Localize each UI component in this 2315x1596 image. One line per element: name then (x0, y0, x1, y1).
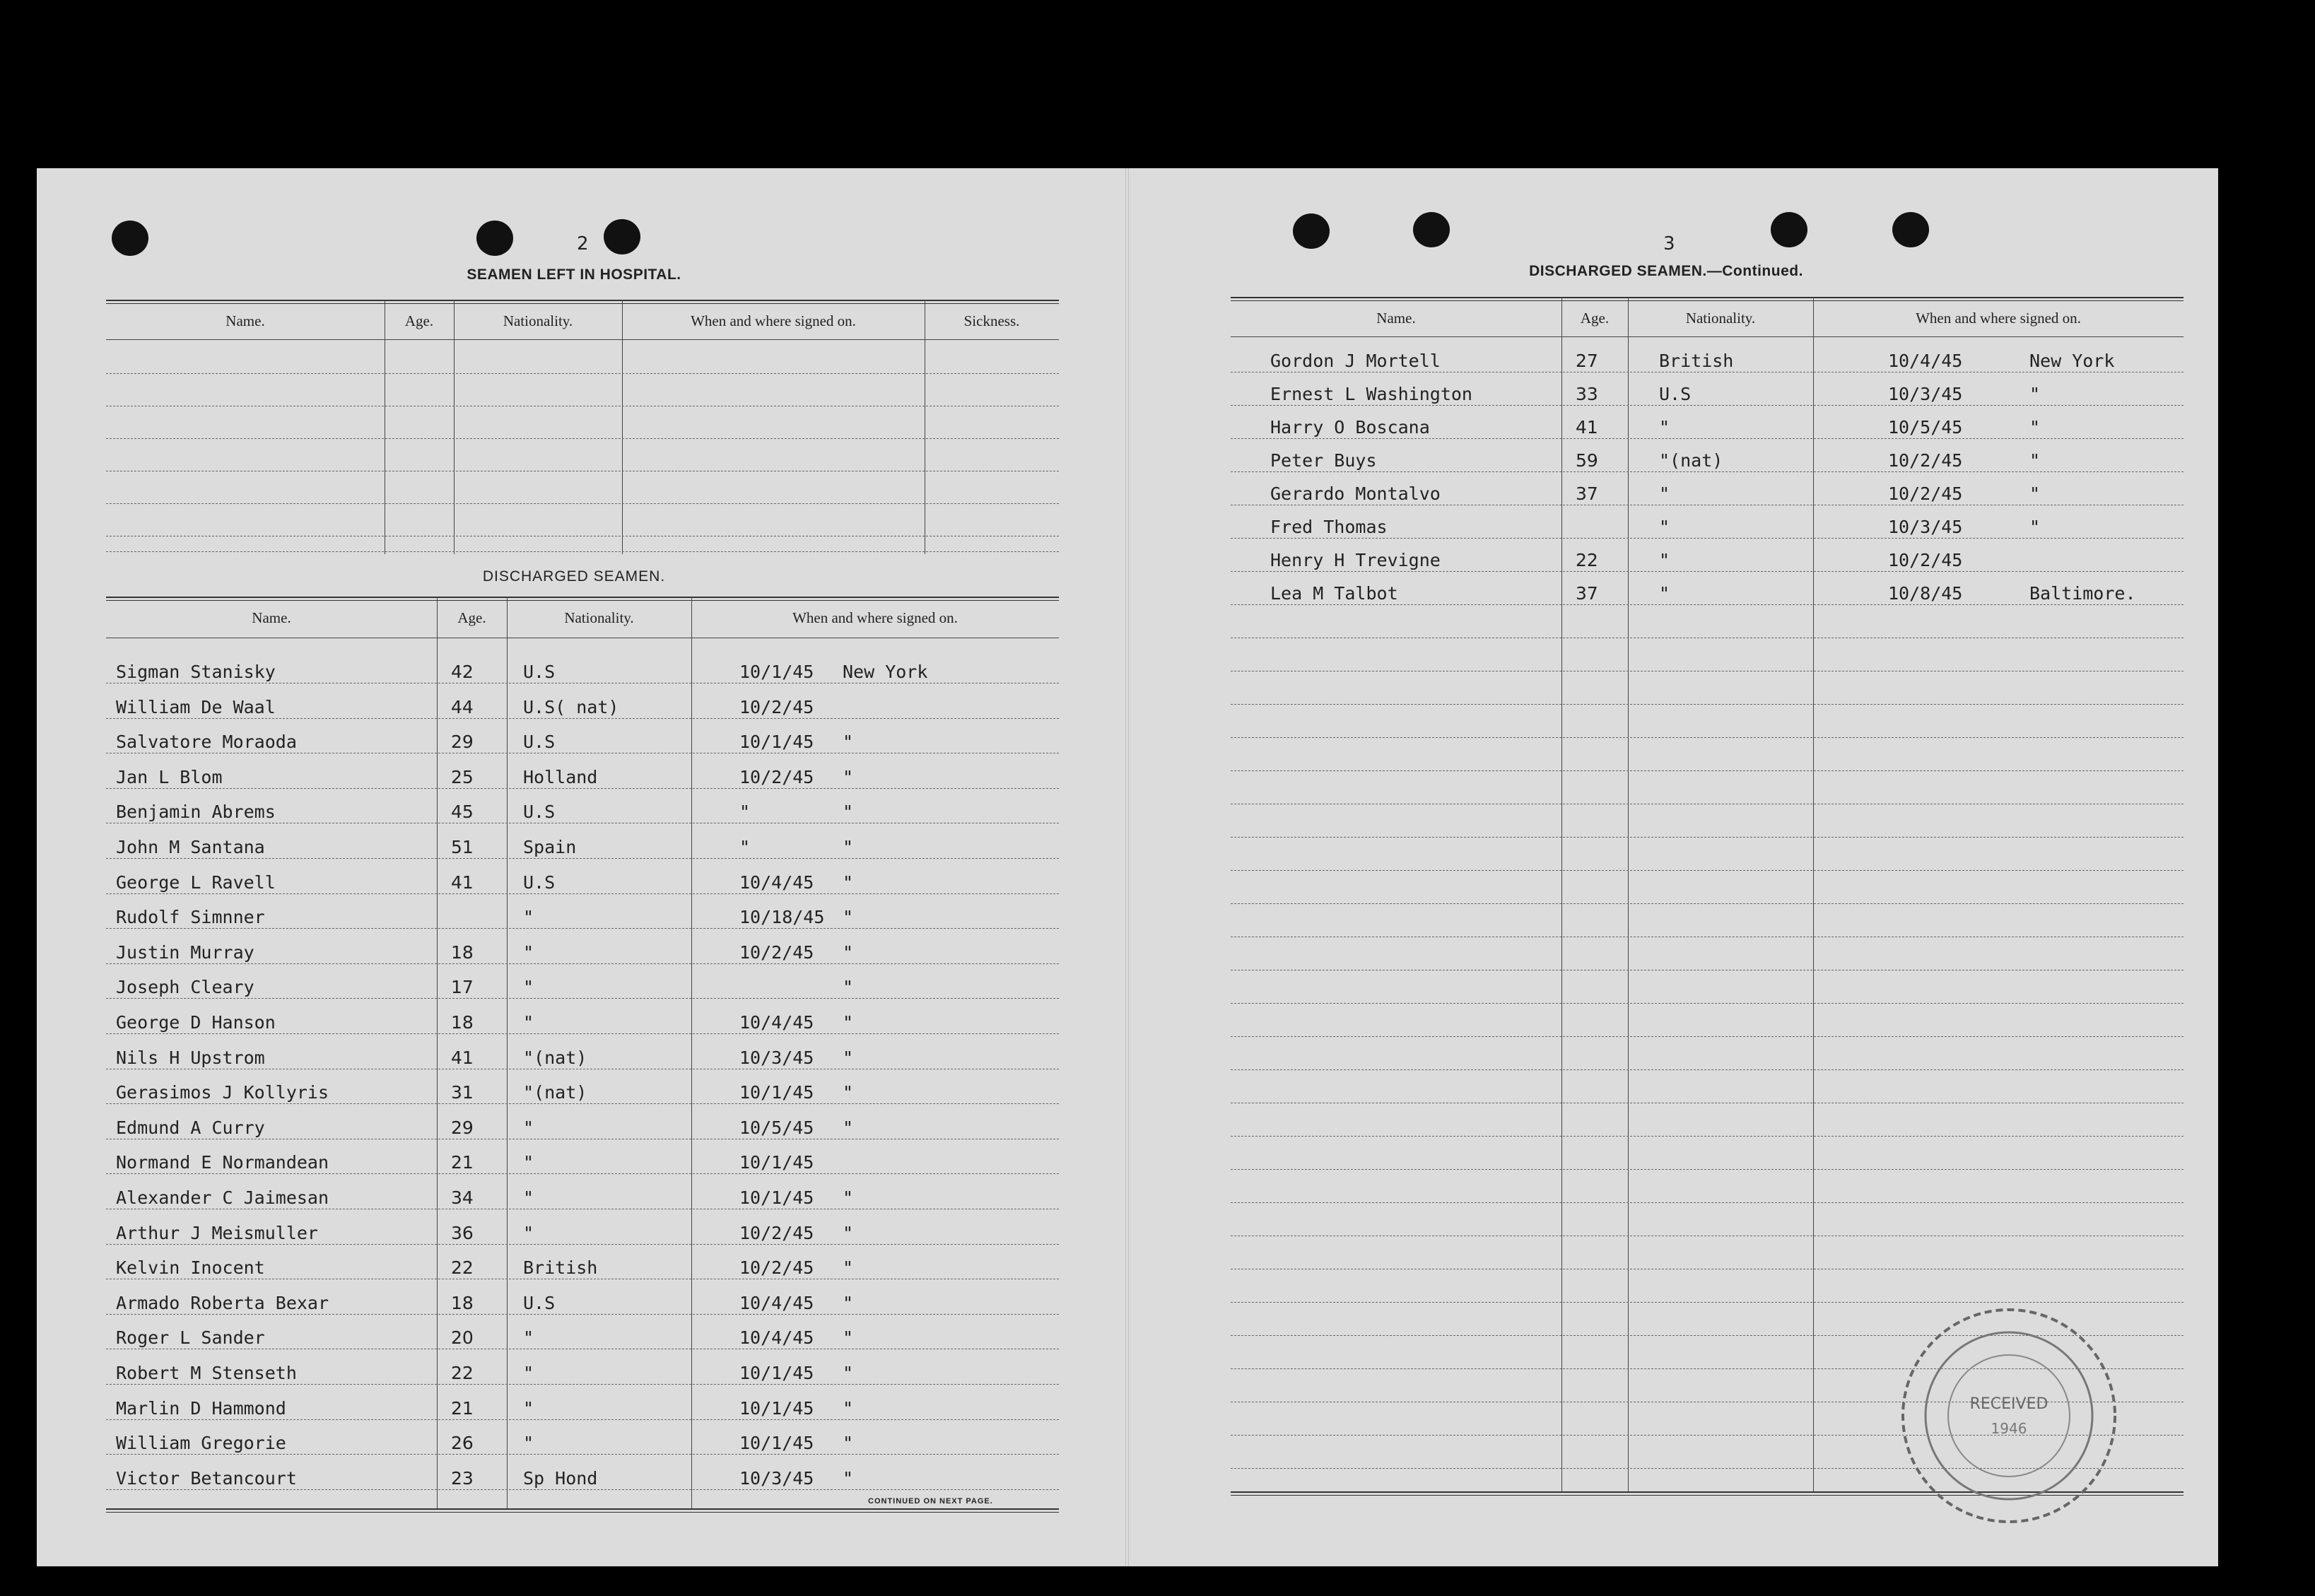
row-name: Alexander C Jaimesan (116, 1187, 329, 1208)
row-place: " (843, 1222, 854, 1243)
col-header-nationality: Nationality. (1685, 310, 1756, 327)
row-place: " (843, 1433, 854, 1454)
row-date: 10/2/45 (739, 1257, 814, 1279)
col-header-name: Name. (252, 609, 291, 626)
binder-hole (1293, 213, 1330, 249)
row-age: 22 (451, 1363, 474, 1383)
binder-hole (604, 219, 640, 254)
row-date: " (739, 802, 751, 823)
row-name: Armado Roberta Bexar (116, 1292, 329, 1313)
page-number: 2 (577, 233, 589, 254)
row-place: " (843, 1117, 854, 1138)
row-date: 10/1/45 (739, 732, 814, 753)
row-date: 10/1/45 (739, 662, 814, 682)
row-place: " (843, 732, 854, 753)
row-date: 10/4/45 (1888, 351, 1963, 371)
row-place: Baltimore. (2029, 583, 2136, 604)
col-header-signed-on: When and where signed on. (691, 312, 856, 329)
row-nationality: U.S (523, 662, 556, 682)
row-name: John M Santana (116, 837, 265, 857)
row-date: 10/1/45 (739, 1082, 814, 1103)
row-age: 44 (451, 696, 474, 717)
row-nationality: U.S (523, 802, 556, 823)
col-header-age: Age. (404, 312, 434, 329)
row-place: " (2029, 384, 2041, 404)
continued-note: CONTINUED ON NEXT PAGE. (868, 1497, 993, 1506)
hospital-table (106, 300, 1059, 557)
col-header-name: Name. (1376, 310, 1416, 327)
row-name: Benjamin Abrems (116, 802, 276, 823)
received-stamp (1892, 1299, 2126, 1532)
row-nationality: " (523, 1152, 534, 1173)
row-name: Joseph Cleary (116, 977, 254, 998)
row-age: 21 (451, 1397, 474, 1419)
col-header-age: Age. (1580, 310, 1610, 327)
row-name: Arthur J Meismuller (116, 1222, 318, 1243)
row-nationality: " (523, 1117, 534, 1138)
row-nationality: " (523, 1327, 534, 1349)
row-date: 10/2/45 (1888, 550, 1963, 570)
row-age: 42 (451, 662, 474, 682)
row-name: Kelvin Inocent (116, 1257, 265, 1279)
row-nationality: U.S( nat) (523, 696, 619, 717)
row-name: Gerardo Montalvo (1270, 483, 1441, 504)
row-age: 18 (451, 1292, 474, 1313)
row-name: George D Hanson (116, 1012, 276, 1033)
row-age: 26 (451, 1433, 474, 1454)
row-nationality: Spain (523, 837, 577, 857)
col-header-nationality: Nationality. (503, 312, 573, 329)
row-age: 27 (1576, 351, 1598, 371)
row-date: 10/2/45 (739, 766, 814, 787)
row-age: 59 (1576, 450, 1598, 471)
row-nationality: "(nat) (1659, 450, 1723, 471)
row-place: New York (2029, 351, 2115, 371)
row-place: " (843, 1467, 854, 1489)
row-age: 20 (451, 1327, 474, 1349)
row-name: Peter Buys (1270, 450, 1377, 471)
row-date: 10/4/45 (739, 1292, 814, 1313)
row-nationality: " (523, 1222, 534, 1243)
row-name: Edmund A Curry (116, 1117, 265, 1138)
row-date: 10/18/45 (739, 907, 825, 928)
row-place: " (843, 1187, 854, 1208)
row-name: Victor Betancourt (116, 1467, 297, 1489)
col-header-signed-on: When and where signed on. (1916, 310, 2081, 327)
row-nationality: " (1659, 517, 1670, 537)
row-name: Fred Thomas (1270, 517, 1388, 537)
col-header-name: Name. (225, 312, 265, 329)
binder-hole (1892, 212, 1929, 247)
row-date: 10/5/45 (739, 1117, 814, 1138)
row-nationality: " (1659, 483, 1670, 504)
binder-hole (1771, 212, 1807, 247)
row-place: " (843, 837, 854, 857)
row-age: 34 (451, 1187, 474, 1208)
row-nationality: U.S (1659, 384, 1692, 404)
crew-list-sheet (37, 168, 2218, 1566)
row-date: 10/4/45 (739, 872, 814, 893)
binder-hole (112, 221, 148, 256)
row-age: 41 (1576, 417, 1598, 438)
row-name: George L Ravell (116, 872, 276, 893)
row-age: 23 (451, 1467, 474, 1489)
row-age: 33 (1576, 384, 1598, 404)
row-nationality: "(nat) (523, 1047, 587, 1068)
row-date: " (739, 837, 751, 857)
row-age: 22 (451, 1257, 474, 1279)
row-name: Sigman Stanisky (116, 662, 276, 682)
row-name: Marlin D Hammond (116, 1397, 286, 1419)
right-page (1129, 168, 2218, 1566)
row-date: 10/3/45 (1888, 517, 1963, 537)
row-place: " (843, 1082, 854, 1103)
row-name: Harry O Boscana (1270, 417, 1430, 438)
row-nationality: " (523, 1363, 534, 1383)
row-age: 29 (451, 732, 474, 753)
row-place: " (843, 941, 854, 963)
row-name: Normand E Normandean (116, 1152, 329, 1173)
row-age: 22 (1576, 550, 1598, 570)
row-name: Ernest L Washington (1270, 384, 1472, 404)
row-date: 10/5/45 (1888, 417, 1963, 438)
row-place: " (843, 1047, 854, 1068)
row-age: 37 (1576, 483, 1598, 504)
row-age: 41 (451, 872, 474, 893)
row-place: " (2029, 483, 2041, 504)
row-place: " (843, 1327, 854, 1349)
row-place: " (2029, 417, 2041, 438)
row-nationality: U.S (523, 872, 556, 893)
col-header-sickness: Sickness. (963, 312, 1020, 329)
row-age: 18 (451, 1012, 474, 1033)
stamp-text: RECEIVED (1969, 1395, 2049, 1413)
row-nationality: British (1659, 351, 1734, 371)
col-header-age: Age. (457, 609, 486, 626)
row-place: " (843, 872, 854, 893)
row-age: 37 (1576, 583, 1598, 604)
row-nationality: U.S (523, 732, 556, 753)
left-page (37, 168, 1125, 1566)
row-date: 10/1/45 (739, 1152, 814, 1173)
row-age: 21 (451, 1152, 474, 1173)
row-place: New York (843, 662, 928, 682)
row-name: Salvatore Moraoda (116, 732, 297, 753)
binder-hole (476, 221, 513, 256)
row-place: " (843, 802, 854, 823)
row-name: Gordon J Mortell (1270, 351, 1441, 371)
row-age: 17 (451, 977, 474, 998)
row-date: 10/8/45 (1888, 583, 1963, 604)
col-header-signed-on: When and where signed on. (792, 609, 958, 626)
row-nationality: British (523, 1257, 598, 1279)
row-date: 10/4/45 (739, 1327, 814, 1349)
row-nationality: " (523, 941, 534, 963)
row-date: 10/3/45 (739, 1047, 814, 1068)
row-date: 10/1/45 (739, 1363, 814, 1383)
row-place: " (843, 977, 854, 998)
row-date: 10/3/45 (739, 1467, 814, 1489)
row-age: 29 (451, 1117, 474, 1138)
row-name: Justin Murray (116, 941, 254, 963)
row-nationality: " (523, 977, 534, 998)
row-age: 41 (451, 1047, 474, 1068)
row-place: " (843, 766, 854, 787)
row-nationality: " (1659, 583, 1670, 604)
row-date: 10/2/45 (739, 941, 814, 963)
row-nationality: " (1659, 417, 1670, 438)
hospital-heading: SEAMEN LEFT IN HOSPITAL. (467, 266, 681, 283)
row-nationality: Holland (523, 766, 598, 787)
row-name: Lea M Talbot (1270, 583, 1398, 604)
row-date: 10/1/45 (739, 1187, 814, 1208)
page-number: 3 (1663, 233, 1675, 254)
discharged-continued-heading: DISCHARGED SEAMEN.—Continued. (1529, 263, 1803, 279)
row-date: 10/1/45 (739, 1397, 814, 1419)
row-date: 10/2/45 (739, 1222, 814, 1243)
row-name: Roger L Sander (116, 1327, 265, 1349)
stamp-date: 1946 (1991, 1420, 2027, 1437)
row-nationality: " (523, 1187, 534, 1208)
row-name: William Gregorie (116, 1433, 286, 1454)
row-name: Nils H Upstrom (116, 1047, 265, 1068)
col-header-nationality: Nationality. (564, 609, 634, 626)
row-nationality: "(nat) (523, 1082, 587, 1103)
row-nationality: U.S (523, 1292, 556, 1313)
binder-hole (1413, 212, 1450, 247)
discharged-table (106, 597, 1059, 1515)
row-age: 25 (451, 766, 474, 787)
row-nationality: " (523, 1397, 534, 1419)
row-place: " (843, 1257, 854, 1279)
row-nationality: " (523, 1433, 534, 1454)
row-name: William De Waal (116, 696, 276, 717)
row-age: 31 (451, 1082, 474, 1103)
row-name: Jan L Blom (116, 766, 223, 787)
row-age: 45 (451, 802, 474, 823)
discharged-heading: DISCHARGED SEAMEN. (482, 568, 666, 585)
row-place: " (843, 1397, 854, 1419)
row-nationality: " (523, 1012, 534, 1033)
row-place: " (843, 907, 854, 928)
row-place: " (843, 1363, 854, 1383)
row-date: 10/2/45 (739, 696, 814, 717)
row-age: 18 (451, 941, 474, 963)
row-place: " (2029, 450, 2041, 471)
row-date: 10/2/45 (1888, 450, 1963, 471)
row-age: 51 (451, 837, 474, 857)
row-place: " (2029, 517, 2041, 537)
row-name: Gerasimos J Kollyris (116, 1082, 329, 1103)
row-name: Henry H Trevigne (1270, 550, 1441, 570)
row-nationality: Sp Hond (523, 1467, 598, 1489)
row-nationality: " (523, 907, 534, 928)
row-age: 36 (451, 1222, 474, 1243)
row-place: " (843, 1012, 854, 1033)
row-place: " (843, 1292, 854, 1313)
row-name: Rudolf Simnner (116, 907, 265, 928)
row-date: 10/4/45 (739, 1012, 814, 1033)
row-name: Robert M Stenseth (116, 1363, 297, 1383)
row-date: 10/1/45 (739, 1433, 814, 1454)
row-date: 10/2/45 (1888, 483, 1963, 504)
row-nationality: " (1659, 550, 1670, 570)
row-date: 10/3/45 (1888, 384, 1963, 404)
